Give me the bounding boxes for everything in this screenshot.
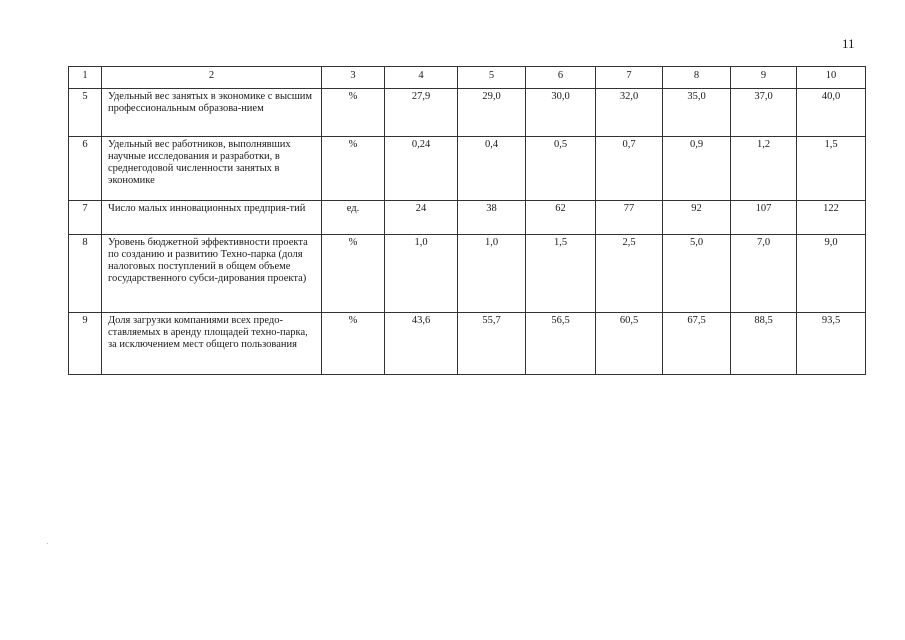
value-cell: 43,6 <box>385 313 458 375</box>
table-row <box>69 137 866 201</box>
value-cell: 40,0 <box>797 89 866 137</box>
page-number: 11 <box>842 36 855 51</box>
value-cell: 5,0 <box>663 235 731 313</box>
value-cell: 7,0 <box>731 235 797 313</box>
row-index: 6 <box>69 137 102 201</box>
value-cell: 122 <box>797 201 866 235</box>
indicator-name: Удельный вес занятых в экономике с высшим профессиональным образова-нием <box>102 89 322 137</box>
value-cell: 0,9 <box>663 137 731 201</box>
value-cell: 1,5 <box>797 137 866 201</box>
column-header: 4 <box>385 67 458 89</box>
value-cell: 60,5 <box>596 313 663 375</box>
value-cell: 92 <box>663 201 731 235</box>
value-cell: 30,0 <box>526 89 596 137</box>
value-cell: 1,2 <box>731 137 797 201</box>
indicators-table <box>68 66 866 375</box>
column-header: 9 <box>731 67 797 89</box>
column-header: 7 <box>596 67 663 89</box>
column-header: 10 <box>797 67 866 89</box>
value-cell: 1,5 <box>526 235 596 313</box>
unit-cell: % <box>322 137 385 201</box>
value-cell: 0,5 <box>526 137 596 201</box>
value-cell: 93,5 <box>797 313 866 375</box>
row-index: 5 <box>69 89 102 137</box>
unit-cell: % <box>322 235 385 313</box>
column-header: 5 <box>458 67 526 89</box>
value-cell: 77 <box>596 201 663 235</box>
value-cell: 55,7 <box>458 313 526 375</box>
value-cell: 107 <box>731 201 797 235</box>
value-cell: 56,5 <box>526 313 596 375</box>
row-index: 7 <box>69 201 102 235</box>
indicator-name: Число малых инновационных предприя-тий <box>102 201 322 235</box>
table-header-row <box>69 67 866 89</box>
column-header: 6 <box>526 67 596 89</box>
table-row <box>69 89 866 137</box>
unit-cell: % <box>322 89 385 137</box>
value-cell: 32,0 <box>596 89 663 137</box>
column-header: 2 <box>102 67 322 89</box>
column-header: 3 <box>322 67 385 89</box>
value-cell: 0,4 <box>458 137 526 201</box>
value-cell: 1,0 <box>385 235 458 313</box>
value-cell: 2,5 <box>596 235 663 313</box>
column-header: 8 <box>663 67 731 89</box>
value-cell: 62 <box>526 201 596 235</box>
value-cell: 24 <box>385 201 458 235</box>
indicator-name: Уровень бюджетной эффективности проекта по созданию и развитию Техно-парка (доля налоговых поступлений в общем объеме государственного субси-дирования проекта) <box>102 235 322 313</box>
table-row <box>69 235 866 313</box>
value-cell: 9,0 <box>797 235 866 313</box>
unit-cell: % <box>322 313 385 375</box>
value-cell: 88,5 <box>731 313 797 375</box>
value-cell: 35,0 <box>663 89 731 137</box>
value-cell: 0,24 <box>385 137 458 201</box>
table-row <box>69 201 866 235</box>
row-index: 9 <box>69 313 102 375</box>
value-cell: 29,0 <box>458 89 526 137</box>
value-cell: 38 <box>458 201 526 235</box>
indicator-name: Доля загрузки компаниями всех предо-ставляемых в аренду площадей техно-парка, за исключением мест общего пользования <box>102 313 322 375</box>
value-cell: 1,0 <box>458 235 526 313</box>
unit-cell: ед. <box>322 201 385 235</box>
indicator-name: Удельный вес работников, выполнявших научные исследования и разработки, в среднегодовой численности занятых в экономике <box>102 137 322 201</box>
value-cell: 67,5 <box>663 313 731 375</box>
value-cell: 37,0 <box>731 89 797 137</box>
scan-artifact <box>47 543 48 544</box>
value-cell: 27,9 <box>385 89 458 137</box>
value-cell: 0,7 <box>596 137 663 201</box>
row-index: 8 <box>69 235 102 313</box>
column-header: 1 <box>69 67 102 89</box>
table-row <box>69 313 866 375</box>
